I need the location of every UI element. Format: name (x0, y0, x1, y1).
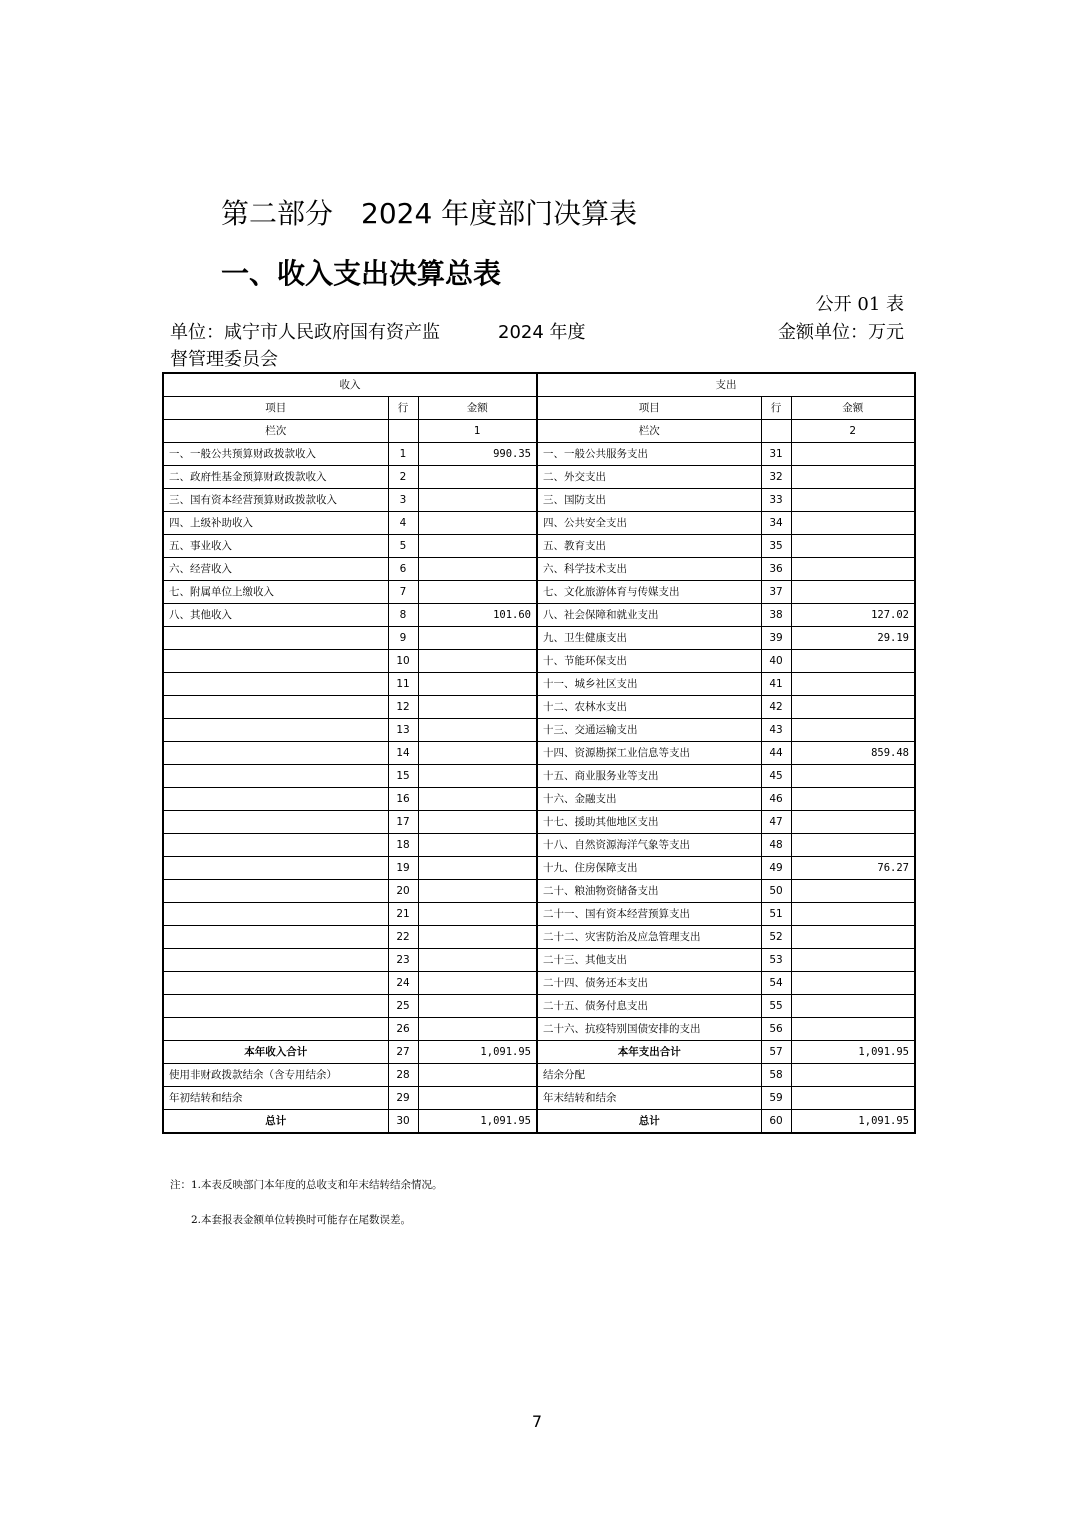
income-item: 年初结转和结余 (163, 1087, 388, 1110)
expense-amount (791, 1064, 915, 1087)
table-row (163, 627, 915, 650)
income-line-no: 10 (388, 650, 418, 673)
expense-item: 九、卫生健康支出 (537, 627, 761, 650)
expense-line-no: 34 (761, 512, 791, 535)
income-header: 收入 (163, 373, 537, 397)
income-amount (418, 1064, 537, 1087)
income-amount (418, 926, 537, 949)
income-line-no: 29 (388, 1087, 418, 1110)
income-amount (418, 696, 537, 719)
income-line-no: 21 (388, 903, 418, 926)
expense-item: 二、外交支出 (537, 466, 761, 489)
income-amount (418, 995, 537, 1018)
expense-line-no: 37 (761, 581, 791, 604)
income-item (163, 811, 388, 834)
expense-line-no: 42 (761, 696, 791, 719)
table-row (163, 443, 915, 466)
table-row (163, 1110, 915, 1134)
income-item-header: 项目 (163, 397, 388, 420)
table-row (163, 788, 915, 811)
income-line-no: 23 (388, 949, 418, 972)
expense-line-no: 32 (761, 466, 791, 489)
table-row (163, 1041, 915, 1064)
income-item: 本年收入合计 (163, 1041, 388, 1064)
expense-line-no: 55 (761, 995, 791, 1018)
table-row (163, 765, 915, 788)
table-row (163, 466, 915, 489)
income-line-no: 8 (388, 604, 418, 627)
income-amount: 990.35 (418, 443, 537, 466)
expense-amount (791, 673, 915, 696)
form-number: 公开 01 表 (815, 294, 904, 315)
expense-amount (791, 949, 915, 972)
expense-line-no: 52 (761, 926, 791, 949)
income-line-no: 15 (388, 765, 418, 788)
expense-item: 二十三、其他支出 (537, 949, 761, 972)
income-line-no: 17 (388, 811, 418, 834)
income-lanci-row (388, 420, 418, 443)
expense-amount: 859.48 (791, 742, 915, 765)
expense-amount (791, 512, 915, 535)
expense-item: 十四、资源勘探工业信息等支出 (537, 742, 761, 765)
expense-lanci-row (761, 420, 791, 443)
income-amount (418, 765, 537, 788)
amount-unit: 金额单位：万元 (778, 322, 904, 343)
income-amount (418, 673, 537, 696)
table-row (163, 489, 915, 512)
table-row (163, 1018, 915, 1041)
expense-amount (791, 535, 915, 558)
expense-item: 十六、金融支出 (537, 788, 761, 811)
expense-item: 十七、援助其他地区支出 (537, 811, 761, 834)
table-row (163, 512, 915, 535)
expense-amount (791, 926, 915, 949)
expense-line-no: 39 (761, 627, 791, 650)
income-amount (418, 903, 537, 926)
expense-line-no: 50 (761, 880, 791, 903)
expense-item: 五、教育支出 (537, 535, 761, 558)
income-item (163, 1018, 388, 1041)
income-item: 三、国有资本经营预算财政拨款收入 (163, 489, 388, 512)
income-amount: 1,091.95 (418, 1110, 537, 1134)
part-title: 第二部分 2024 年度部门决算表 (221, 197, 638, 230)
income-item: 总计 (163, 1110, 388, 1134)
income-line-no: 6 (388, 558, 418, 581)
expense-amount (791, 558, 915, 581)
income-amount: 101.60 (418, 604, 537, 627)
expense-amount-header: 金额 (791, 397, 915, 420)
expense-amount: 1,091.95 (791, 1110, 915, 1134)
income-line-no: 12 (388, 696, 418, 719)
income-line-no: 18 (388, 834, 418, 857)
expense-line-no: 33 (761, 489, 791, 512)
income-item (163, 857, 388, 880)
expense-item: 十八、自然资源海洋气象等支出 (537, 834, 761, 857)
income-amount (418, 719, 537, 742)
expense-amount (791, 995, 915, 1018)
income-item: 二、政府性基金预算财政拨款收入 (163, 466, 388, 489)
expense-item: 二十四、债务还本支出 (537, 972, 761, 995)
expense-row-header: 行 (761, 397, 791, 420)
expense-amount: 127.02 (791, 604, 915, 627)
income-amount (418, 489, 537, 512)
income-amount (418, 466, 537, 489)
table-row (163, 581, 915, 604)
expense-amount (791, 466, 915, 489)
expense-amount (791, 696, 915, 719)
expense-line-no: 46 (761, 788, 791, 811)
income-amount (418, 558, 537, 581)
income-amount (418, 627, 537, 650)
income-line-no: 19 (388, 857, 418, 880)
footnote-2: 2.本套报表金额单位转换时可能存在尾数误差。 (191, 1214, 412, 1226)
expense-col-index: 2 (791, 420, 915, 443)
expense-item: 二十二、灾害防治及应急管理支出 (537, 926, 761, 949)
income-line-no: 1 (388, 443, 418, 466)
fiscal-year: 2024 年度 (498, 322, 586, 343)
page-number: 7 (531, 1412, 543, 1431)
table-row (163, 719, 915, 742)
income-amount (418, 857, 537, 880)
income-amount (418, 512, 537, 535)
expense-item: 三、国防支出 (537, 489, 761, 512)
expense-amount (791, 489, 915, 512)
expense-item: 二十五、债务付息支出 (537, 995, 761, 1018)
income-amount (418, 1018, 537, 1041)
income-line-no: 22 (388, 926, 418, 949)
table-row (163, 535, 915, 558)
income-item (163, 972, 388, 995)
income-line-no: 2 (388, 466, 418, 489)
income-item: 四、上级补助收入 (163, 512, 388, 535)
expense-line-no: 49 (761, 857, 791, 880)
income-line-no: 24 (388, 972, 418, 995)
income-col-index: 1 (418, 420, 537, 443)
income-item (163, 995, 388, 1018)
table-row (163, 857, 915, 880)
income-item (163, 650, 388, 673)
expense-amount (791, 811, 915, 834)
income-amount (418, 880, 537, 903)
expense-line-no: 48 (761, 834, 791, 857)
income-line-no: 28 (388, 1064, 418, 1087)
income-item (163, 765, 388, 788)
income-line-no: 20 (388, 880, 418, 903)
expense-item: 十五、商业服务业等支出 (537, 765, 761, 788)
income-line-no: 14 (388, 742, 418, 765)
reporting-unit-line1: 单位：咸宁市人民政府国有资产监 (170, 322, 440, 343)
income-item: 一、一般公共预算财政拨款收入 (163, 443, 388, 466)
income-amount (418, 742, 537, 765)
table-row (163, 1087, 915, 1110)
expense-line-no: 35 (761, 535, 791, 558)
income-item (163, 880, 388, 903)
expense-item: 年末结转和结余 (537, 1087, 761, 1110)
expense-item: 十九、住房保障支出 (537, 857, 761, 880)
income-item (163, 949, 388, 972)
expense-amount: 29.19 (791, 627, 915, 650)
expense-item: 一、一般公共服务支出 (537, 443, 761, 466)
expense-line-no: 38 (761, 604, 791, 627)
expense-item: 七、文化旅游体育与传媒支出 (537, 581, 761, 604)
table-row (163, 926, 915, 949)
table-row (163, 696, 915, 719)
income-item (163, 788, 388, 811)
expense-line-no: 53 (761, 949, 791, 972)
expense-item: 十、节能环保支出 (537, 650, 761, 673)
table-row (163, 742, 915, 765)
income-line-no: 11 (388, 673, 418, 696)
expense-amount (791, 788, 915, 811)
income-item: 六、经营收入 (163, 558, 388, 581)
expense-amount: 1,091.95 (791, 1041, 915, 1064)
income-line-no: 13 (388, 719, 418, 742)
income-amount (418, 972, 537, 995)
income-line-no: 30 (388, 1110, 418, 1134)
expense-line-no: 54 (761, 972, 791, 995)
expense-item: 十一、城乡社区支出 (537, 673, 761, 696)
table-row (163, 673, 915, 696)
expense-line-no: 36 (761, 558, 791, 581)
expense-item: 结余分配 (537, 1064, 761, 1087)
column-index-row (163, 420, 915, 443)
expense-lanci: 栏次 (537, 420, 761, 443)
income-amount (418, 650, 537, 673)
income-amount (418, 949, 537, 972)
expense-item: 四、公共安全支出 (537, 512, 761, 535)
expense-amount (791, 719, 915, 742)
expense-line-no: 41 (761, 673, 791, 696)
table-row (163, 604, 915, 627)
table-row (163, 972, 915, 995)
expense-item: 二十六、抗疫特别国债安排的支出 (537, 1018, 761, 1041)
expense-item: 总计 (537, 1110, 761, 1134)
expense-line-no: 31 (761, 443, 791, 466)
expense-header: 支出 (537, 373, 915, 397)
income-amount (418, 834, 537, 857)
income-item (163, 673, 388, 696)
expense-amount (791, 765, 915, 788)
income-lanci: 栏次 (163, 420, 388, 443)
table-row (163, 650, 915, 673)
table-row (163, 903, 915, 926)
income-line-no: 3 (388, 489, 418, 512)
table-row (163, 1064, 915, 1087)
income-amount: 1,091.95 (418, 1041, 537, 1064)
table-title: 一、收入支出决算总表 (221, 257, 502, 290)
expense-line-no: 58 (761, 1064, 791, 1087)
expense-item: 二十、粮油物资储备支出 (537, 880, 761, 903)
income-line-no: 4 (388, 512, 418, 535)
income-line-no: 5 (388, 535, 418, 558)
income-item (163, 742, 388, 765)
expense-amount (791, 972, 915, 995)
expense-amount (791, 1018, 915, 1041)
income-amount (418, 535, 537, 558)
expense-line-no: 45 (761, 765, 791, 788)
expense-item-header: 项目 (537, 397, 761, 420)
expense-line-no: 40 (761, 650, 791, 673)
table-row (163, 880, 915, 903)
income-item: 八、其他收入 (163, 604, 388, 627)
income-row-header: 行 (388, 397, 418, 420)
table-row (163, 949, 915, 972)
expense-amount (791, 903, 915, 926)
expense-item: 八、社会保障和就业支出 (537, 604, 761, 627)
table-row (163, 834, 915, 857)
income-amount (418, 788, 537, 811)
expense-line-no: 59 (761, 1087, 791, 1110)
income-expense-table (162, 372, 916, 1134)
income-item (163, 719, 388, 742)
income-item: 使用非财政拨款结余（含专用结余） (163, 1064, 388, 1087)
income-line-no: 26 (388, 1018, 418, 1041)
reporting-unit-line2: 督管理委员会 (170, 349, 278, 370)
expense-amount (791, 650, 915, 673)
income-line-no: 27 (388, 1041, 418, 1064)
income-amount (418, 1087, 537, 1110)
income-item (163, 903, 388, 926)
expense-line-no: 57 (761, 1041, 791, 1064)
expense-line-no: 51 (761, 903, 791, 926)
footnote-1: 注：1.本表反映部门本年度的总收支和年末结转结余情况。 (170, 1179, 443, 1191)
income-line-no: 7 (388, 581, 418, 604)
expense-item: 十二、农林水支出 (537, 696, 761, 719)
column-header-row (163, 397, 915, 420)
income-line-no: 9 (388, 627, 418, 650)
expense-amount (791, 834, 915, 857)
expense-amount (791, 581, 915, 604)
section-header-row (163, 373, 915, 397)
table-row (163, 558, 915, 581)
income-amount (418, 581, 537, 604)
expense-amount: 76.27 (791, 857, 915, 880)
expense-item: 十三、交通运输支出 (537, 719, 761, 742)
income-item: 七、附属单位上缴收入 (163, 581, 388, 604)
expense-line-no: 43 (761, 719, 791, 742)
income-item (163, 834, 388, 857)
income-item (163, 926, 388, 949)
expense-item: 六、科学技术支出 (537, 558, 761, 581)
expense-item: 二十一、国有资本经营预算支出 (537, 903, 761, 926)
income-line-no: 25 (388, 995, 418, 1018)
expense-amount (791, 880, 915, 903)
expense-item: 本年支出合计 (537, 1041, 761, 1064)
income-amount (418, 811, 537, 834)
income-line-no: 16 (388, 788, 418, 811)
expense-amount (791, 1087, 915, 1110)
expense-line-no: 60 (761, 1110, 791, 1134)
income-item: 五、事业收入 (163, 535, 388, 558)
income-amount-header: 金额 (418, 397, 537, 420)
table-row (163, 995, 915, 1018)
income-item (163, 696, 388, 719)
expense-amount (791, 443, 915, 466)
expense-line-no: 47 (761, 811, 791, 834)
expense-line-no: 56 (761, 1018, 791, 1041)
expense-line-no: 44 (761, 742, 791, 765)
table-row (163, 811, 915, 834)
income-item (163, 627, 388, 650)
